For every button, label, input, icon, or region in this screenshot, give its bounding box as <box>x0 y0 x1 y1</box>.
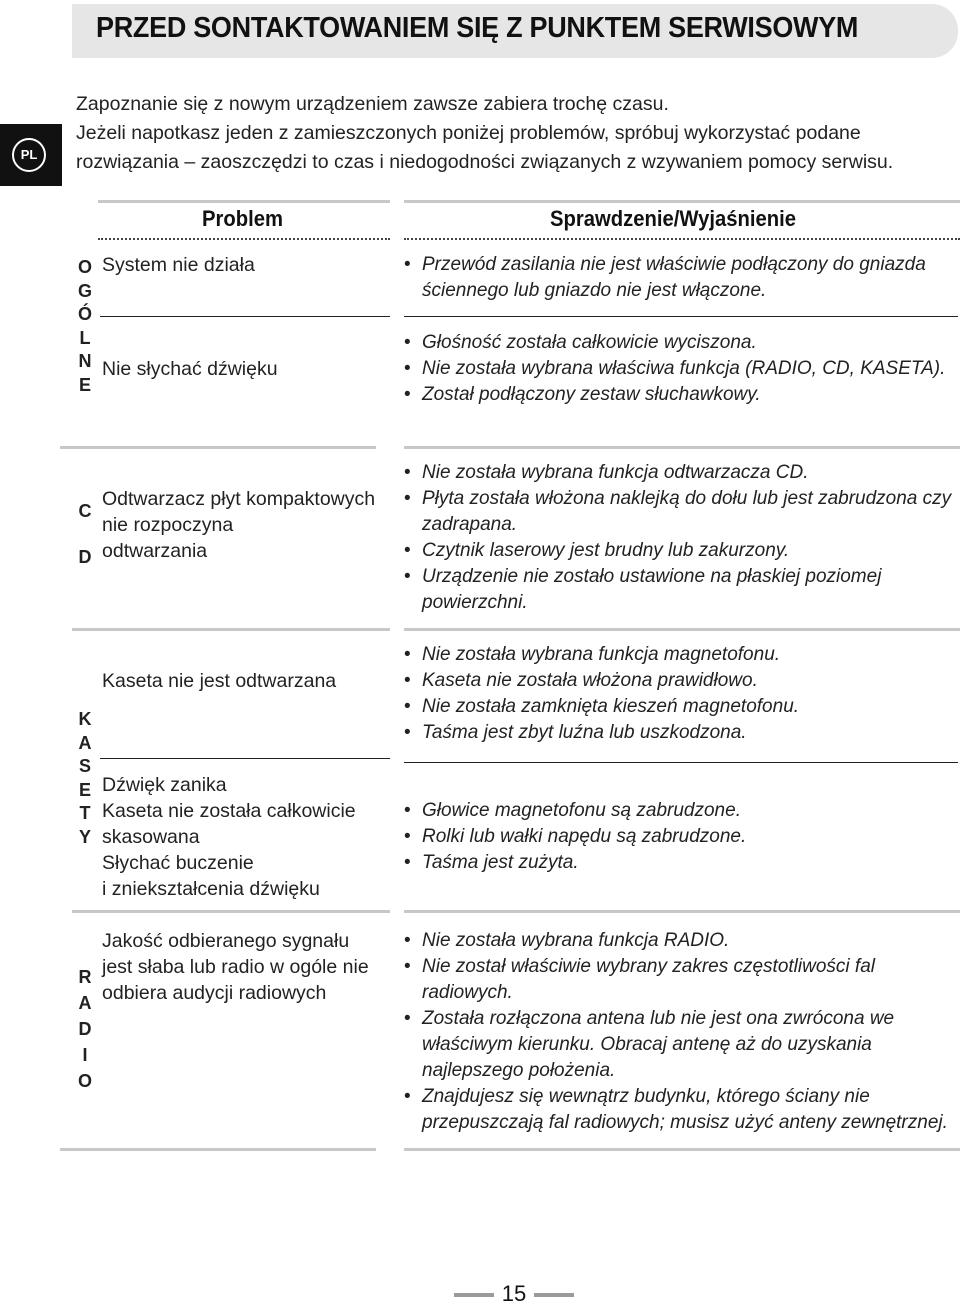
solution-cell <box>404 928 958 1136</box>
header-divider <box>404 238 960 240</box>
problem-cell: Jakość odbieranego sygnału jest słaba lub radio w ogóle nie odbiera audycji radiowych <box>102 930 369 1004</box>
solution-item: • Nie została wybrana funkcja magnetofonu. <box>404 642 958 668</box>
solution-item: • Urządzenie nie zostało ustawione na płaskiej poziomej powierzchni. <box>404 564 958 616</box>
solution-item: • Nie została wybrana funkcja odtwarzacza CD. <box>404 460 958 486</box>
category-general: O G Ó L N E <box>77 257 92 395</box>
table-top-rule <box>98 200 390 203</box>
column-header-solution: Sprawdzenie/Wyjaśnienie <box>550 206 796 231</box>
solution-item: • Rolki lub wałki napędu są zabrudzone. <box>404 824 958 850</box>
table-bottom-rule <box>404 1148 960 1151</box>
problem-cell: System nie działa <box>102 254 255 276</box>
solution-item: • Przewód zasilania nie jest właściwie podłączony do gniazda ściennego lub gniazdo nie jest włączone. <box>404 252 958 304</box>
category-cd: C D <box>78 501 92 567</box>
solution-item: • Został podłączony zestaw słuchawkowy. <box>404 382 958 408</box>
solution-item: • Nie został właściwie wybrany zakres częstotliwości fal radiowych. <box>404 954 958 1006</box>
table-top-rule <box>404 200 960 203</box>
solution-cell <box>404 330 958 408</box>
solution-cell <box>404 798 958 876</box>
solution-item: • Głowice magnetofonu są zabrudzone. <box>404 798 958 824</box>
solution-cell <box>404 460 958 616</box>
solution-item: • Nie została wybrana funkcja RADIO. <box>404 928 958 954</box>
solution-item: • Znajdujesz się wewnątrz budynku, którego ściany nie przepuszczają fal radiowych; musisz użyć anteny zewnętrznej. <box>404 1084 958 1136</box>
section-divider <box>72 628 390 631</box>
solution-item: • Płyta została włożona naklejką do dołu lub jest zabrudzona czy zadrapana. <box>404 486 958 538</box>
intro-text <box>76 90 956 177</box>
table-bottom-rule <box>60 1148 376 1151</box>
solution-item: • Została rozłączona antena lub nie jest ona zwrócona we właściwym kierunku. Obracaj antenę aż do uzyskania najlepszego położenia. <box>404 1006 958 1084</box>
row-divider <box>404 762 958 763</box>
page-number-rule <box>454 1293 494 1297</box>
problem-cell: Kaseta nie jest odtwarzana <box>102 670 337 692</box>
section-divider <box>404 446 960 449</box>
problem-cell: Odtwarzacz płyt kompaktowych nie rozpoczyna odtwarzania <box>102 488 376 562</box>
solution-item: • Kaseta nie została włożona prawidłowo. <box>404 668 958 694</box>
section-divider <box>404 910 960 913</box>
section-divider <box>60 446 376 449</box>
page-number: 15 <box>501 1281 527 1306</box>
problem-cell: Nie słychać dźwięku <box>102 358 278 380</box>
solution-item: • Nie została wybrana właściwa funkcja (RADIO, CD, KASETA). <box>404 356 958 382</box>
solution-item: • Taśma jest zbyt luźna lub uszkodzona. <box>404 720 958 746</box>
page-title: PRZED SONTAKTOWANIEM SIĘ Z PUNKTEM SERWISOWYM <box>96 12 859 44</box>
language-badge: PL <box>12 138 46 172</box>
intro-line: rozwiązania – zaoszczędzi to czas i niedogodności związanych z wzywaniem pomocy serwisu. <box>76 151 894 173</box>
solution-cell <box>404 642 958 746</box>
section-divider <box>72 910 390 913</box>
solution-item: • Czytnik laserowy jest brudny lub zakurzony. <box>404 538 958 564</box>
row-divider <box>100 758 390 759</box>
intro-line: Zapoznanie się z nowym urządzeniem zawsze zabiera trochę czasu. <box>76 93 669 115</box>
row-divider <box>100 316 390 317</box>
solution-cell <box>404 252 958 304</box>
row-divider <box>404 316 958 317</box>
solution-item: • Taśma jest zużyta. <box>404 850 958 876</box>
header-divider <box>98 238 390 240</box>
solution-item: • Głośność została całkowicie wyciszona. <box>404 330 958 356</box>
solution-item: • Nie została zamknięta kieszeń magnetofonu. <box>404 694 958 720</box>
page-number-rule <box>534 1293 574 1297</box>
column-header-problem: Problem <box>202 206 283 231</box>
category-cassette: K A S E T Y <box>78 709 92 847</box>
problem-cell: Dźwięk zanika Kaseta nie została całkowicie skasowana Słychać buczenie i zniekształcenia dźwięku <box>102 774 356 900</box>
intro-line: Jeżeli napotkasz jeden z zamieszczonych poniżej problemów, spróbuj wykorzystać podane <box>76 122 861 144</box>
category-radio: R A D I O <box>77 967 92 1091</box>
section-divider <box>404 628 960 631</box>
